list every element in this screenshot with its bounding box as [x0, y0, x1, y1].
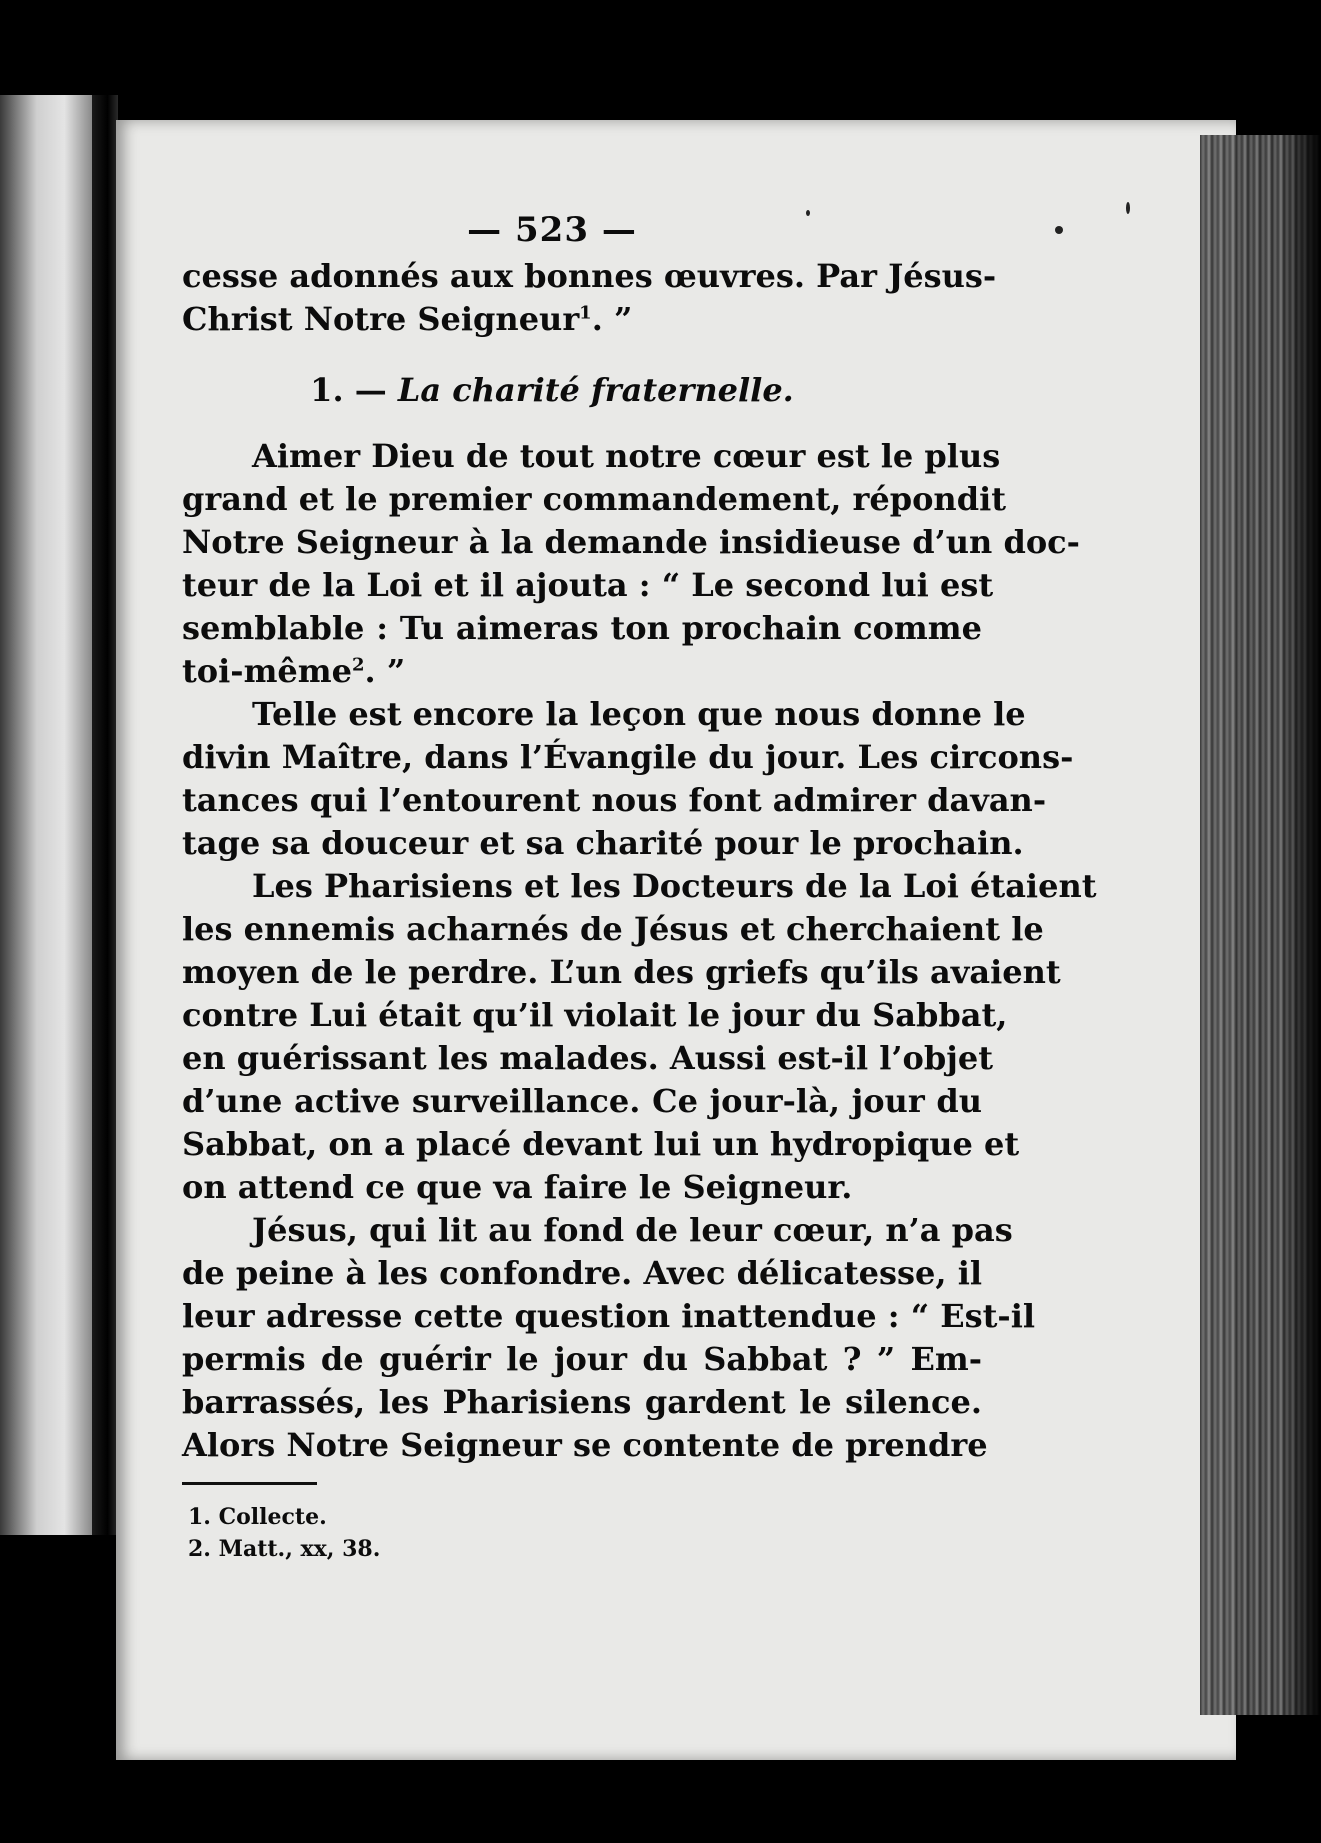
text-fragment: . ” — [364, 652, 406, 690]
text-line — [182, 651, 982, 694]
text-line: tances qui l’entourent nous font admirer davan- — [182, 781, 1047, 819]
footnote-1: 1. Collecte. — [188, 1504, 327, 1530]
text-line: teur de la Loi et il ajouta : “ Le second lui est — [182, 566, 994, 604]
text-fragment: Christ Notre Seigneur — [182, 300, 580, 338]
facing-page-edge — [0, 95, 92, 1535]
footnote-2: 2. Matt., xx, 38. — [188, 1536, 381, 1562]
text-line: d’une active surveillance. Ce jour-là, jour du — [182, 1082, 982, 1120]
text-fragment: . ” — [591, 300, 633, 338]
text-line: Jésus, qui lit au fond de leur cœur, n’a pas — [252, 1211, 1013, 1249]
footnote-divider — [182, 1482, 317, 1485]
dust-speck — [1055, 226, 1063, 234]
text-line: semblable : Tu aimeras ton prochain comme — [182, 609, 982, 647]
text-line: moyen de le perdre. L’un des griefs qu’ils avaient — [182, 953, 1061, 991]
section-heading — [152, 370, 952, 410]
page-text — [182, 210, 1097, 1565]
text-line: on attend ce que va faire le Seigneur. — [182, 1168, 853, 1206]
text-line: cesse adonnés aux bonnes œuvres. Par Jésus- — [182, 257, 997, 295]
text-line: Les Pharisiens et les Docteurs de la Loi étaient — [252, 867, 1097, 905]
text-line: en guérissant les malades. Aussi est-il l’objet — [182, 1039, 993, 1077]
text-line: tage sa douceur et sa charité pour le prochain. — [182, 824, 1024, 862]
footnote-ref-1[interactable]: 1 — [579, 302, 592, 324]
section-number: 1. — — [310, 371, 387, 409]
text-line: de peine à les confondre. Avec délicatesse, il — [182, 1254, 982, 1292]
text-line: leur adresse cette question inattendue : “ Est-il — [182, 1297, 1036, 1335]
text-line: les ennemis acharnés de Jésus et cherchaient le — [182, 910, 1044, 948]
text-line: contre Lui était qu’il violait le jour du Sabbat, — [182, 996, 1008, 1034]
text-line: Alors Notre Seigneur se contente de prendre — [182, 1426, 988, 1464]
text-line: grand et le premier commandement, répondit — [182, 480, 1006, 518]
text-line: Telle est encore la leçon que nous donne le — [252, 695, 1026, 733]
text-line: Notre Seigneur à la demande insidieuse d’un doc- — [182, 523, 1080, 561]
dust-speck — [1126, 202, 1130, 214]
text-line: Aimer Dieu de tout notre cœur est le plus — [252, 437, 1001, 475]
footnotes — [182, 1501, 982, 1565]
text-line — [182, 299, 982, 342]
text-line: barrassés, les Pharisiens gardent le silence. — [182, 1383, 982, 1421]
text-line: permis de guérir le jour du Sabbat ? ” Em- — [182, 1340, 982, 1378]
page-block-edge — [1200, 135, 1321, 1715]
book-gutter — [92, 95, 118, 1535]
text-line: divin Maître, dans l’Évangile du jour. Les circons- — [182, 738, 1074, 776]
page-number: — 523 — — [467, 210, 637, 250]
text-line: Sabbat, on a placé devant lui un hydropique et — [182, 1125, 1020, 1163]
section-title: La charité fraternelle. — [397, 371, 794, 409]
footnote-ref-2[interactable]: 2 — [352, 654, 365, 676]
text-fragment: toi-même — [182, 652, 352, 690]
